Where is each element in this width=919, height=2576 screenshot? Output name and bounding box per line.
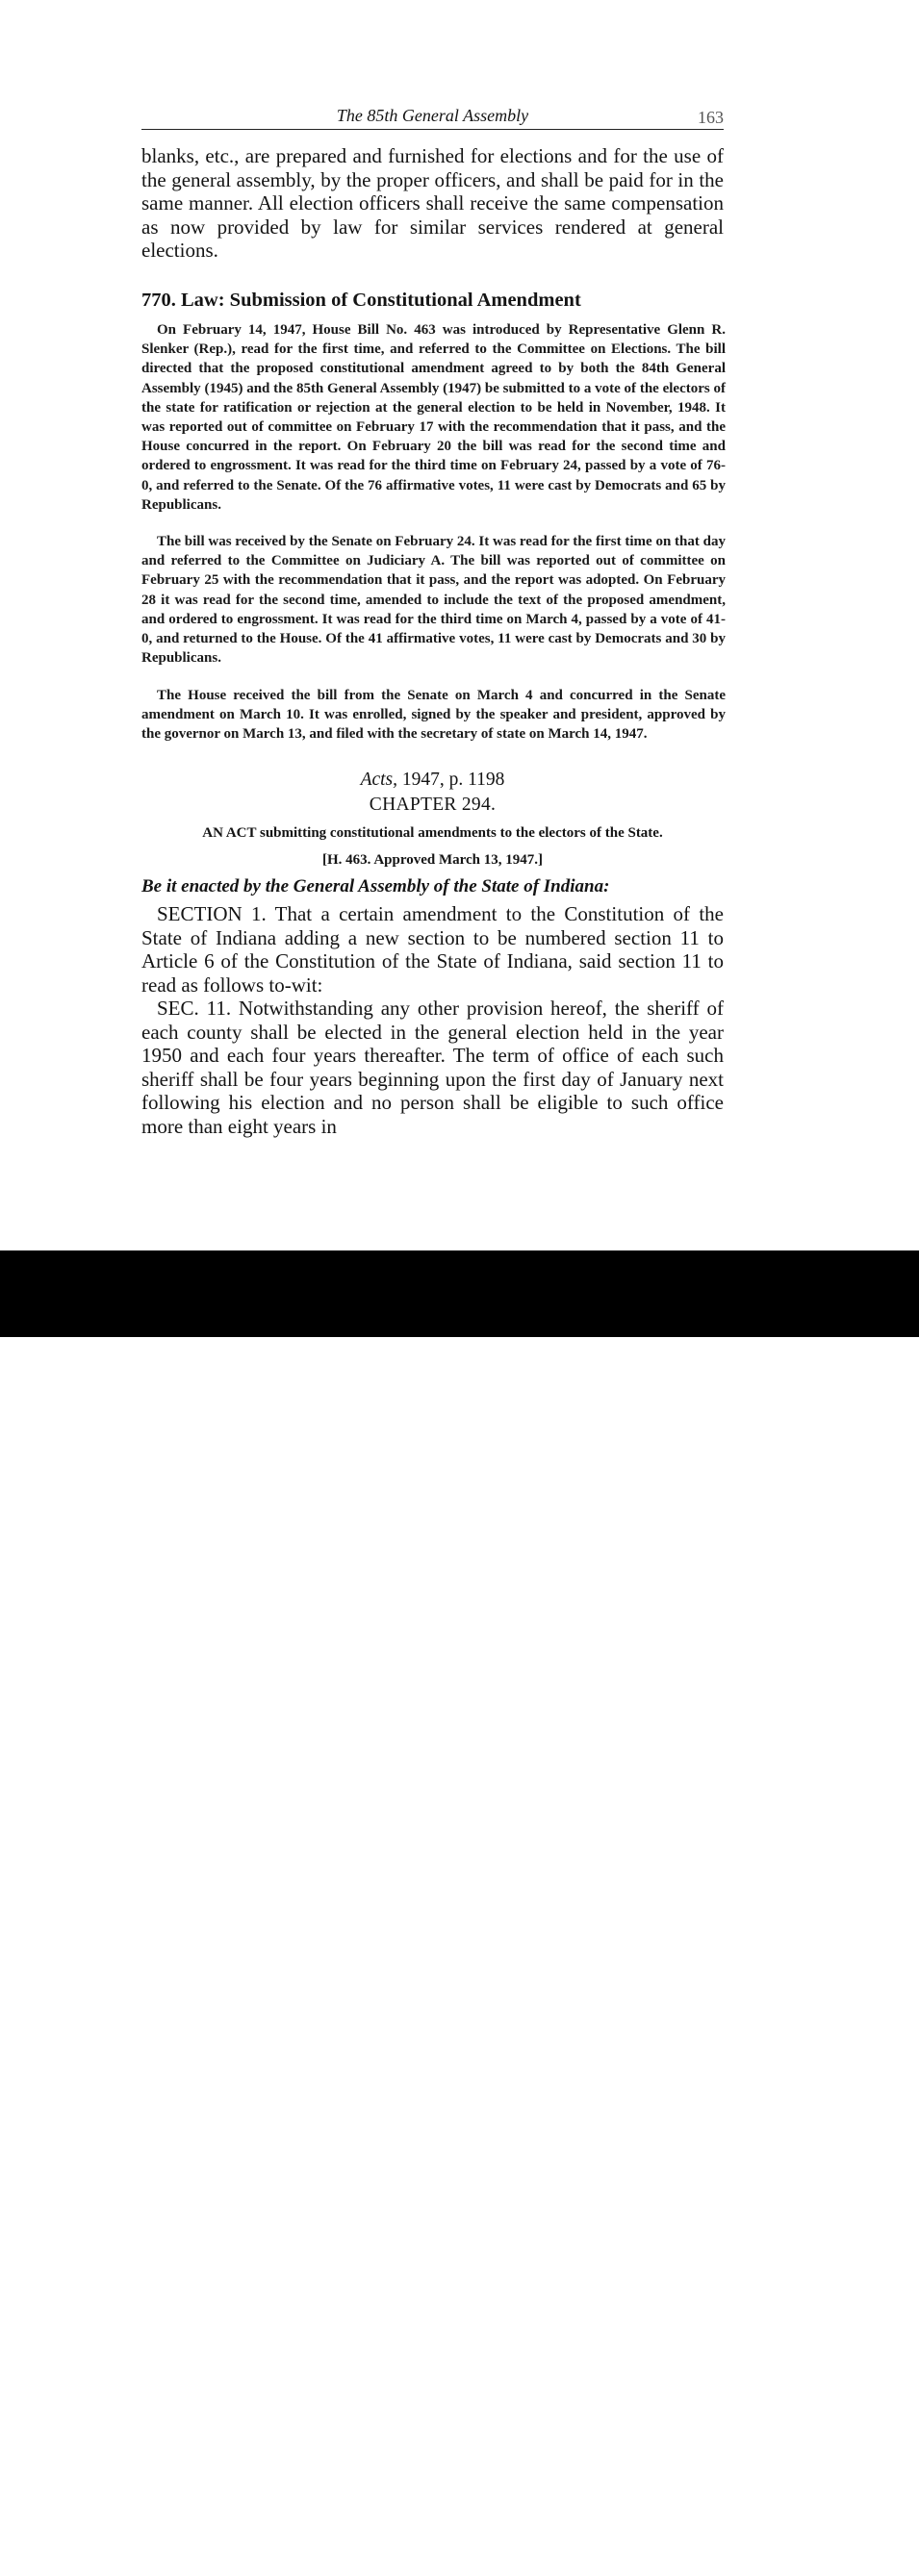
section-heading: 770. Law: Submission of Constitutional Amendment [141,290,581,311]
watermark-bar [0,1250,919,2575]
enacting-clause: Be it enacted by the General Assembly of the State of Indiana: [141,876,610,897]
history-paragraph-senate: The bill was received by the Senate on February 24. It was read for the first time on that day and referred to the Committee on Judiciary A. The bill was reported out of committee on February 25 with the recommendation that it pass, and the report was adopted. On February 28 it was read for the second time, amended to include the text of the proposed amendment, and ordered to engrossment. It was read for the third time on March 4, passed by a vote of 41-0, and returned to the House. Of the 41 affirmative votes, 11 were cast by Democrats and 30 by Republicans. [141,534,726,667]
running-title: The 85th General Assembly [336,106,529,125]
history-paragraph-house: On February 14, 1947, House Bill No. 463 was introduced by Representative Glenn R. Slenker (Rep.), read for the first time, and referred to the Committee on Elections. The bill directed that the proposed constitutional amendment agreed to by both the 84th General Assembly (1945) and the 85th General Assembly (1947) be submitted to a vote of the electors of the state for ratification or rejection at the general election to be held in November, 1948. It was reported out of committee on February 17 with the recommendation that it pass, and the House concurred in the report. On February 20 the bill was read for the second time and ordered to engrossment. It was read for the third time on February 24, passed by a vote of 76-0, and referred to the Senate. Of the 76 affirmative votes, 11 were cast by Democrats and 65 by Republicans. [141,322,726,513]
alamy-logo: alamy [25,2517,168,2575]
document-page [0,0,919,1250]
act-title: AN ACT submitting constitutional amendments to the electors of the State. [202,825,663,841]
acts-reference: 1947, p. 1198 [397,770,505,790]
opening-paragraph: blanks, etc., are prepared and furnished for elections and for the use of the general assembly, by the proper officers, and shall be paid for in the same manner. All election officers shall receive the same compensation as now provided by law for similar services rendered at general elections. [141,144,724,262]
acts-label: Acts, [360,770,398,790]
section-11: SEC. 11. Notwithstanding any other provision hereof, the sheriff of each county shall be elected in the general election held in the year 1950 and each four years thereafter. The term of office of each such sheriff shall be four years beginning upon the first day of January next following his election and no person shall be eligible to such office more than eight years in [141,997,724,1138]
site-url: www.alamy.com [787,2551,898,2567]
page-number: 163 [698,108,724,127]
acts-citation [141,770,724,791]
history-paragraph-enrollment: The House received the bill from the Senate on March 4 and concurred in the Senate amendment on March 10. It was enrolled, signed by the speaker and president, approved by the governor on March 13, and filed with the secretary of state on March 14, 1947. [141,688,726,743]
chapter-heading: CHAPTER 294. [369,795,497,815]
approval-note: [H. 463. Approved March 13, 1947.] [321,852,544,868]
section-1: SECTION 1. That a certain amendment to the Constitution of the State of Indiana adding a new section to be numbered section 11 to Article 6 of the Constitution of the State of Indiana, said section 11 to read as follows to-wit: [141,902,724,997]
image-id: 3BFYE16 [831,2522,898,2538]
running-header [141,104,724,130]
